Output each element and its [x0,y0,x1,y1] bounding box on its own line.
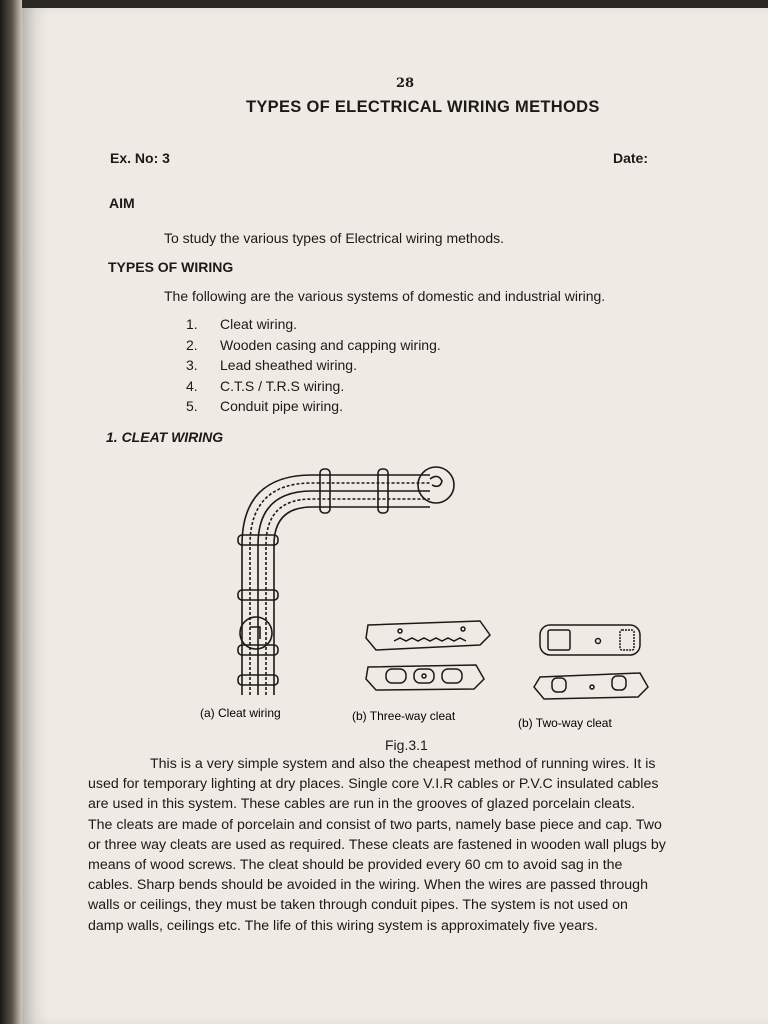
cleat-wiring-heading: 1. CLEAT WIRING [106,429,224,445]
page-number: 28 [396,76,415,91]
book-spine [0,0,22,1024]
figure-label-b: (b) Three-way cleat [352,709,456,723]
list-item: 2. Wooden casing and capping wiring. [186,336,441,353]
wiring-types-list [186,316,441,419]
page-title: TYPES OF ELECTRICAL WIRING METHODS [246,98,600,116]
paragraph-line: used for temporary lighting at dry places. Single core V.I.R cables or P.V.C insulated cables [88,776,659,793]
paragraph-line: cables. Sharp bends should be avoided in the wiring. When the wires are passed through [88,877,648,894]
cleat-wiring-figure [180,455,680,755]
paragraph-line: are used in this system. These cables are run in the grooves of glazed porcelain cleats. [88,796,636,813]
exercise-number: Ex. No: 3 [110,150,170,166]
paragraph-line: walls or ceilings, they must be taken through conduit pipes. The system is not used on [88,897,628,914]
paragraph-line: means of wood screws. The cleat should be provided every 60 cm to avoid sag in the [88,857,623,874]
figure-label-a: (a) Cleat wiring [200,706,281,720]
figure-caption: Fig.3.1 [385,737,428,753]
paragraph-line: The cleats are made of porcelain and consist of two parts, namely base piece and cap. Two [88,816,662,833]
date-label: Date: [613,150,649,166]
figure-label-c: (b) Two-way cleat [518,716,612,730]
list-item: 3. Lead sheathed wiring. [186,357,357,373]
aim-heading: AIM [109,195,135,211]
types-heading: TYPES OF WIRING [108,259,234,275]
paragraph-line: This is a very simple system and also the cheapest method of running wires. It is [150,756,656,772]
aim-text: To study the various types of Electrical wiring methods. [164,230,505,246]
paragraph-line: or three way cleats are used as required. These cleats are fastened in wooden wall plugs by [88,836,666,853]
cleat-wiring-paragraph [88,754,752,936]
types-intro: The following are the various systems of domestic and industrial wiring. [164,288,606,304]
paragraph-line: damp walls, ceilings etc. The life of this wiring system is approximately five years. [88,917,598,934]
list-item: 4. C.T.S / T.R.S wiring. [186,377,345,394]
list-item: 5. Conduit pipe wiring. [186,398,343,414]
list-item: 1. Cleat wiring. [186,316,298,332]
